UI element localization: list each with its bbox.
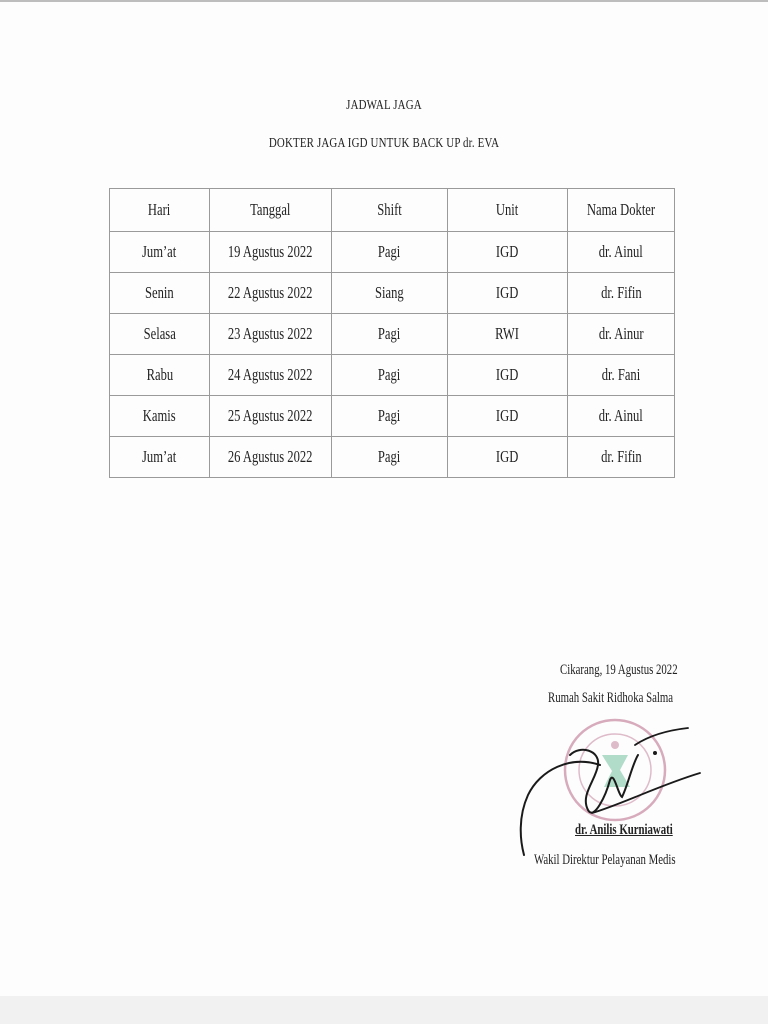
header-shift: Shift <box>332 189 448 232</box>
scan-top-edge <box>0 0 768 2</box>
handwritten-signature <box>510 725 710 865</box>
table-row <box>110 314 675 355</box>
document-title: JADWAL JAGA <box>346 98 422 113</box>
cell-shift: Pagi <box>332 314 448 355</box>
cell-nama-dokter: dr. Ainul <box>568 396 675 437</box>
cell-nama-dokter: dr. Ainur <box>568 314 675 355</box>
cell-tanggal: 22 Agustus 2022 <box>210 273 332 314</box>
cell-unit: IGD <box>448 437 568 478</box>
schedule-table <box>109 188 675 478</box>
cell-hari: Selasa <box>110 314 210 355</box>
cell-nama-dokter: dr. Fifin <box>568 437 675 478</box>
header-nama-dokter: Nama Dokter <box>568 189 675 232</box>
table-row <box>110 437 675 478</box>
cell-shift: Pagi <box>332 437 448 478</box>
signatory-position: Wakil Direktur Pelayanan Medis <box>534 852 676 868</box>
cell-shift: Pagi <box>332 355 448 396</box>
cell-tanggal: 26 Agustus 2022 <box>210 437 332 478</box>
table-row <box>110 355 675 396</box>
cell-hari: Jum’at <box>110 437 210 478</box>
cell-nama-dokter: dr. Ainul <box>568 232 675 273</box>
scan-bottom-edge <box>0 996 768 1024</box>
table-row <box>110 396 675 437</box>
cell-tanggal: 25 Agustus 2022 <box>210 396 332 437</box>
document-subtitle: DOKTER JAGA IGD UNTUK BACK UP dr. EVA <box>268 136 500 151</box>
place-date: Cikarang, 19 Agustus 2022 <box>560 662 678 678</box>
table-row <box>110 232 675 273</box>
cell-hari: Jum’at <box>110 232 210 273</box>
cell-unit: IGD <box>448 232 568 273</box>
header-hari: Hari <box>110 189 210 232</box>
header-unit: Unit <box>448 189 568 232</box>
cell-shift: Siang <box>332 273 448 314</box>
cell-shift: Pagi <box>332 232 448 273</box>
cell-nama-dokter: dr. Fifin <box>568 273 675 314</box>
table-row <box>110 273 675 314</box>
cell-tanggal: 19 Agustus 2022 <box>210 232 332 273</box>
cell-unit: IGD <box>448 396 568 437</box>
cell-hari: Rabu <box>110 355 210 396</box>
cell-hari: Kamis <box>110 396 210 437</box>
cell-tanggal: 23 Agustus 2022 <box>210 314 332 355</box>
cell-unit: IGD <box>448 273 568 314</box>
cell-unit: IGD <box>448 355 568 396</box>
cell-hari: Senin <box>110 273 210 314</box>
signatory-name: dr. Anilis Kurniawati <box>575 822 673 838</box>
cell-unit: RWI <box>448 314 568 355</box>
hospital-name: Rumah Sakit Ridhoka Salma <box>548 690 674 706</box>
table-header-row <box>110 189 675 232</box>
header-tanggal: Tanggal <box>210 189 332 232</box>
cell-tanggal: 24 Agustus 2022 <box>210 355 332 396</box>
cell-nama-dokter: dr. Fani <box>568 355 675 396</box>
cell-shift: Pagi <box>332 396 448 437</box>
